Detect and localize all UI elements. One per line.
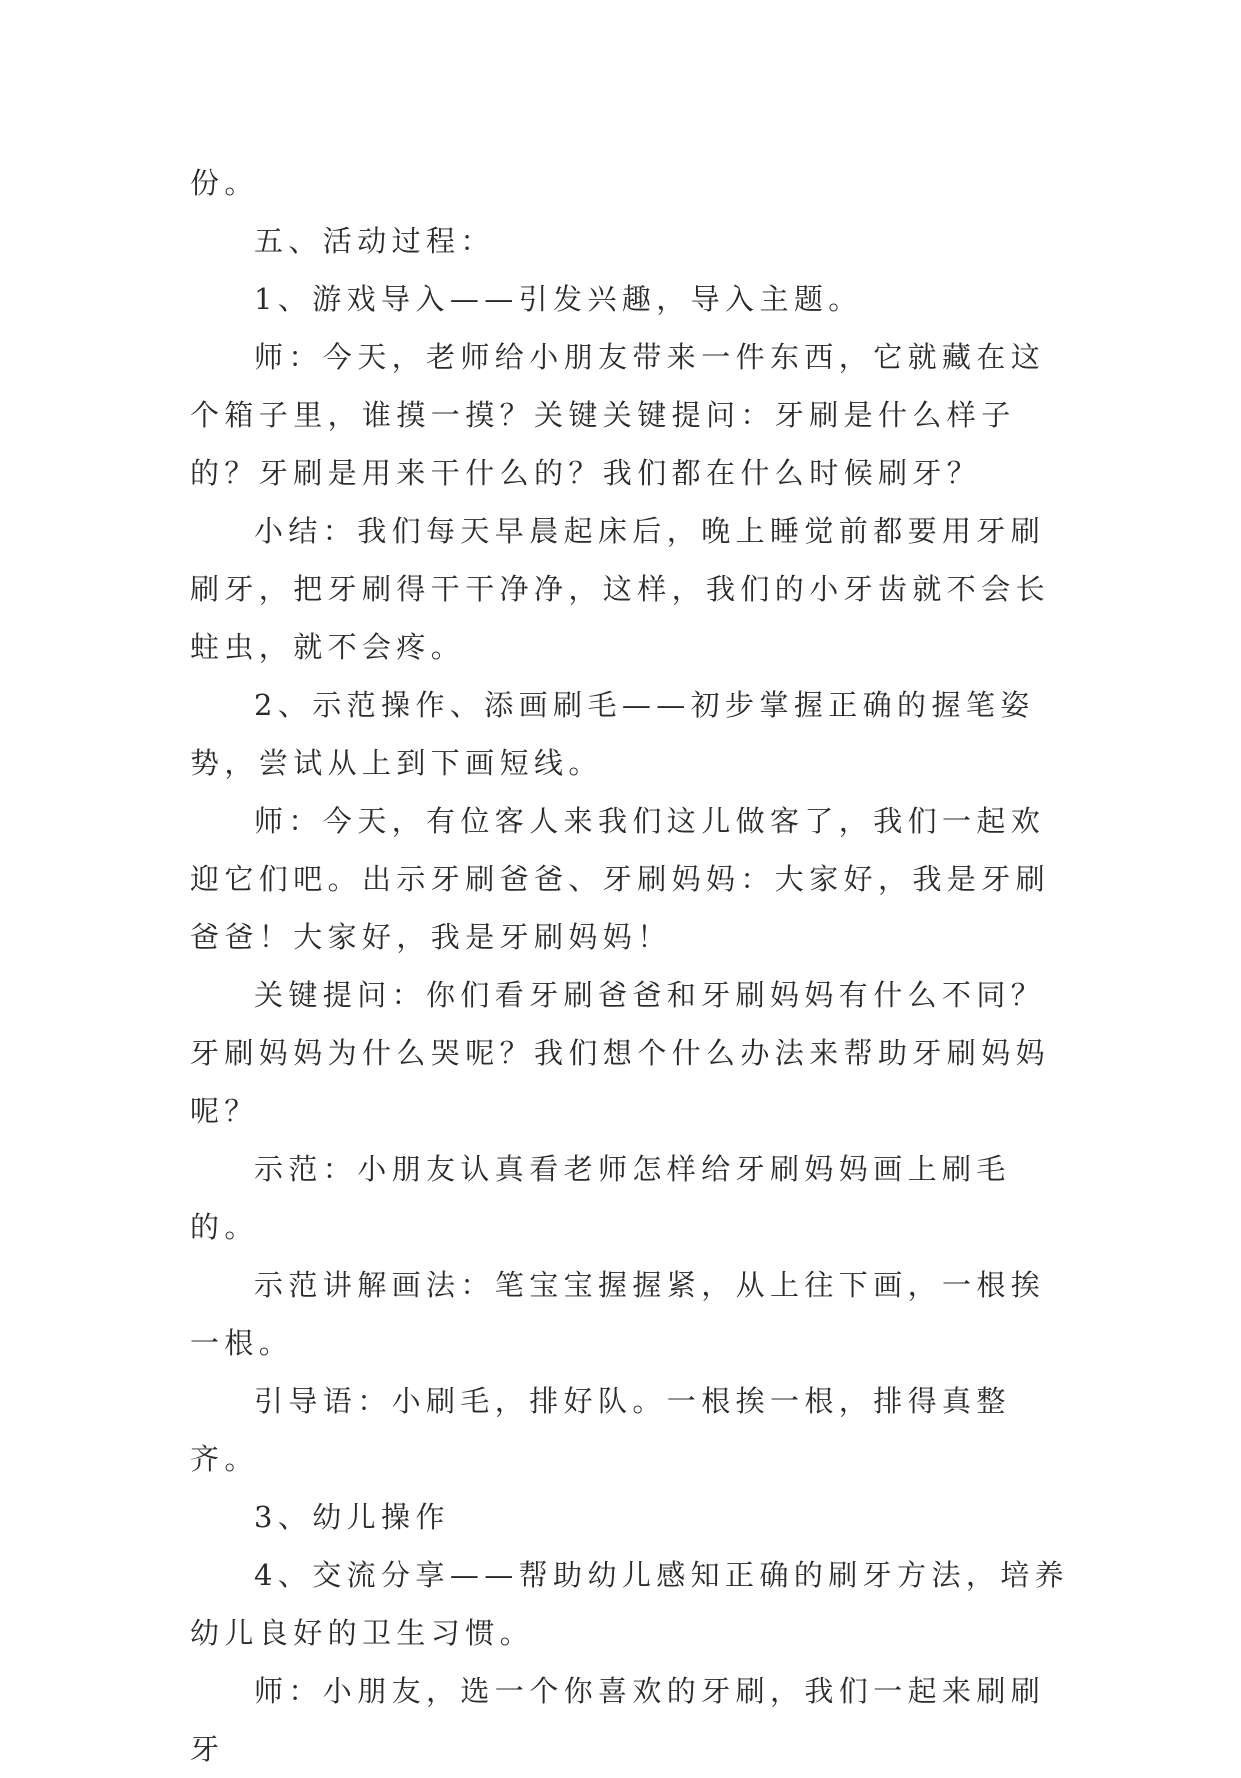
step-heading: 1、游戏导入——引发兴趣，导入主题。 xyxy=(254,282,863,316)
paragraph: 示范讲解画法：笔宝宝握握紧，从上往下画，一根挨一根。 xyxy=(190,1268,1046,1360)
paragraph: 关键提问：你们看牙刷爸爸和牙刷妈妈有什么不同？牙刷妈妈为什么哭呢？我们想个什么办法来帮助牙刷妈妈呢？ xyxy=(190,978,1051,1128)
step-heading: 3、幼儿操作 xyxy=(254,1500,450,1534)
step-heading: 2、示范操作、添画刷毛——初步掌握正确的握笔姿势，尝试从上到下画短线。 xyxy=(190,688,1035,780)
section-heading: 五、活动过程： xyxy=(254,224,495,258)
paragraph: 小结：我们每天早晨起床后，晚上睡觉前都要用牙刷刷牙，把牙刷得干干净净，这样，我们的小牙齿就不会长蛀虫，就不会疼。 xyxy=(190,514,1051,664)
document-body xyxy=(190,154,1070,1778)
paragraph: 师：今天，老师给小朋友带来一件东西，它就藏在这个箱子里，谁摸一摸？关键关键提问：牙刷是什么样子的？牙刷是用来干什么的？我们都在什么时候刷牙？ xyxy=(190,340,1046,490)
paragraph: 份。 xyxy=(190,166,259,200)
paragraph: 师：小朋友，选一个你喜欢的牙刷，我们一起来刷刷牙 xyxy=(190,1674,1046,1766)
paragraph: 示范：小朋友认真看老师怎样给牙刷妈妈画上刷毛的。 xyxy=(190,1152,1011,1244)
paragraph: 引导语：小刷毛，排好队。一根挨一根，排得真整齐。 xyxy=(190,1384,1011,1476)
paragraph: 师：今天，有位客人来我们这儿做客了，我们一起欢迎它们吧。出示牙刷爸爸、牙刷妈妈：大家好，我是牙刷爸爸！大家好，我是牙刷妈妈！ xyxy=(190,804,1051,954)
step-heading: 4、交流分享——帮助幼儿感知正确的刷牙方法，培养幼儿良好的卫生习惯。 xyxy=(190,1558,1070,1650)
